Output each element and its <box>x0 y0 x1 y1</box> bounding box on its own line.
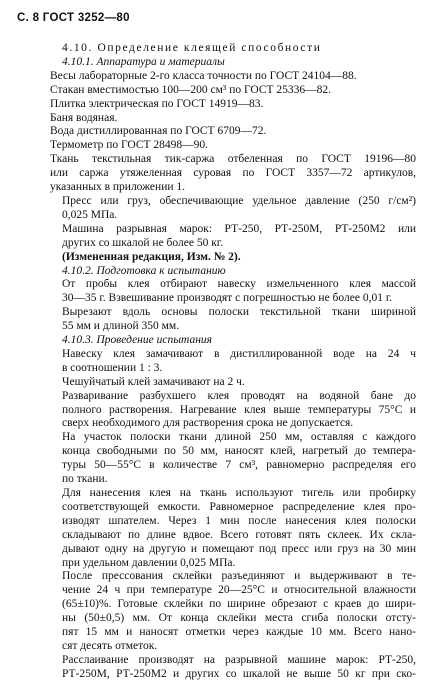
text-line: (65±10)%. Готовые склейки по ширине обрезают с краев до шири- <box>62 598 416 611</box>
text-line: Машина разрывная марок: РТ-250, РТ-250М, РТ-250М2 или <box>62 222 416 235</box>
paragraph-after-press <box>50 570 416 653</box>
text-line: пят 15 мм и наносят отметки через каждые 10 мм. Всего нано- <box>62 626 416 639</box>
text-line: Чешуйчатый клей замачивают на 2 ч. <box>62 375 245 388</box>
text-line: РТ-250М, РТ-250М2 и других со шкалой не выше 50 кг при ско- <box>62 667 416 680</box>
text-line: указанных в приложении 1. <box>50 181 186 194</box>
text-line: изводят шпателем. Через 1 мин после нанесения клея полоски <box>62 514 416 527</box>
paragraph-apply <box>50 431 416 487</box>
subsection-heading-4-10-2: 4.10.2. Подготовка к испытанию <box>62 264 226 277</box>
text-line: сверх необходимого для растворения срока не допускается. <box>62 417 354 430</box>
text-line: конца свободными по 50 мм, наносят клей, нагретый до темпера- <box>62 445 416 458</box>
paragraph-press <box>50 195 416 223</box>
text-line: Разваривание разбухшего клея проводят на водяной бане до <box>62 389 416 402</box>
text-line: полного растворения. Нагревание клея выше температуры 75°С и <box>62 403 416 416</box>
text-line: дывают одну на другую и помещают под пресс или груз на 30 мин <box>62 542 416 555</box>
equipment-item: Стакан вместимостью 100—200 см³ по ГОСТ 25336—82. <box>50 83 332 96</box>
paragraph-fabric <box>50 153 416 195</box>
text-line: От пробы клея отбирают навеску измельченного клея массой <box>62 278 416 291</box>
text-line: сят десять отметок. <box>62 639 158 652</box>
paragraph-machine <box>50 223 416 251</box>
equipment-item: Плитка электрическая по ГОСТ 14919—83. <box>50 97 264 110</box>
text-line: других со шкалой не более 50 кг. <box>62 236 224 249</box>
text-line: 0,025 МПа. <box>62 208 118 221</box>
subsection-heading-4-10-3: 4.10.3. Проведение испытания <box>62 334 212 347</box>
equipment-item: Весы лабораторные 2-го класса точности по ГОСТ 24104—88. <box>50 69 357 82</box>
page-header: С. 8 ГОСТ 3252—80 <box>17 12 130 24</box>
equipment-item: Баня водяная. <box>50 111 118 124</box>
text-line: чение 24 ч при температуре 20—25°С и относительной влажности <box>62 584 416 597</box>
text-line: по ткани. <box>62 473 108 486</box>
text-line: На участок полоски ткани длиной 250 мм, оставляя с каждого <box>62 431 416 444</box>
document-body <box>50 42 416 682</box>
text-line: Навеску клея замачивают в дистиллированной воде на 24 ч <box>62 347 416 360</box>
text-line: 30—35 г. Взвешивание производят с погрешностью не более 0,01 г. <box>62 292 393 305</box>
equipment-item: Термометр по ГОСТ 28498—90. <box>50 139 209 152</box>
text-line: Ткань текстильная тик-саржа отбеленная по ГОСТ 19196—80 <box>50 153 416 166</box>
paragraph-sample <box>50 278 416 306</box>
subsection-heading-4-10-1: 4.10.1. Аппаратура и материалы <box>62 55 225 68</box>
text-line: Вырезают вдоль основы полоски текстильной ткани шириной <box>62 306 416 319</box>
text-line: ны (50±0,5) мм. От конца склейки места сгиба полоски отсту- <box>62 612 416 625</box>
text-line: соответствующей емкости. Равномерное распределение клея про- <box>62 500 416 513</box>
text-line: 55 мм и длиной 350 мм. <box>62 320 180 333</box>
paragraph-cut <box>50 306 416 334</box>
text-line: Для нанесения клея на ткань используют тигель или пробирку <box>62 487 416 499</box>
text-line: Расслаивание производят на разрывной машине марок: РТ-250, <box>62 653 416 666</box>
paragraph-delamination <box>50 654 416 682</box>
paragraph-boil <box>50 390 416 432</box>
text-line: После прессования склейки разъединяют и выдерживают в те- <box>62 570 416 583</box>
revision-note: (Измененная редакция, Изм. № 2). <box>62 250 241 263</box>
text-line: складывают по длине вдвое. Всего готовят пять склеек. Их скла- <box>62 528 416 541</box>
text-line: туры 50—55°С в количестве 7 см³, равномерно распределяя его <box>62 459 416 472</box>
text-line: или саржа утяжеленная суровая по ГОСТ 3357—72 артикулов, <box>50 167 416 180</box>
text-line: Пресс или груз, обеспечивающие удельное давление (250 г/см²) <box>62 194 416 207</box>
text-line: при удельном давлении 0,025 МПа. <box>62 556 236 569</box>
equipment-item: Вода дистиллированная по ГОСТ 6709—72. <box>50 125 267 138</box>
text-line: в соотношении 1 : 3. <box>62 361 163 374</box>
paragraph-mix <box>50 487 416 570</box>
paragraph-soak <box>50 348 416 376</box>
section-heading-4-10: 4.10. Определение клеящей способности <box>62 42 322 54</box>
